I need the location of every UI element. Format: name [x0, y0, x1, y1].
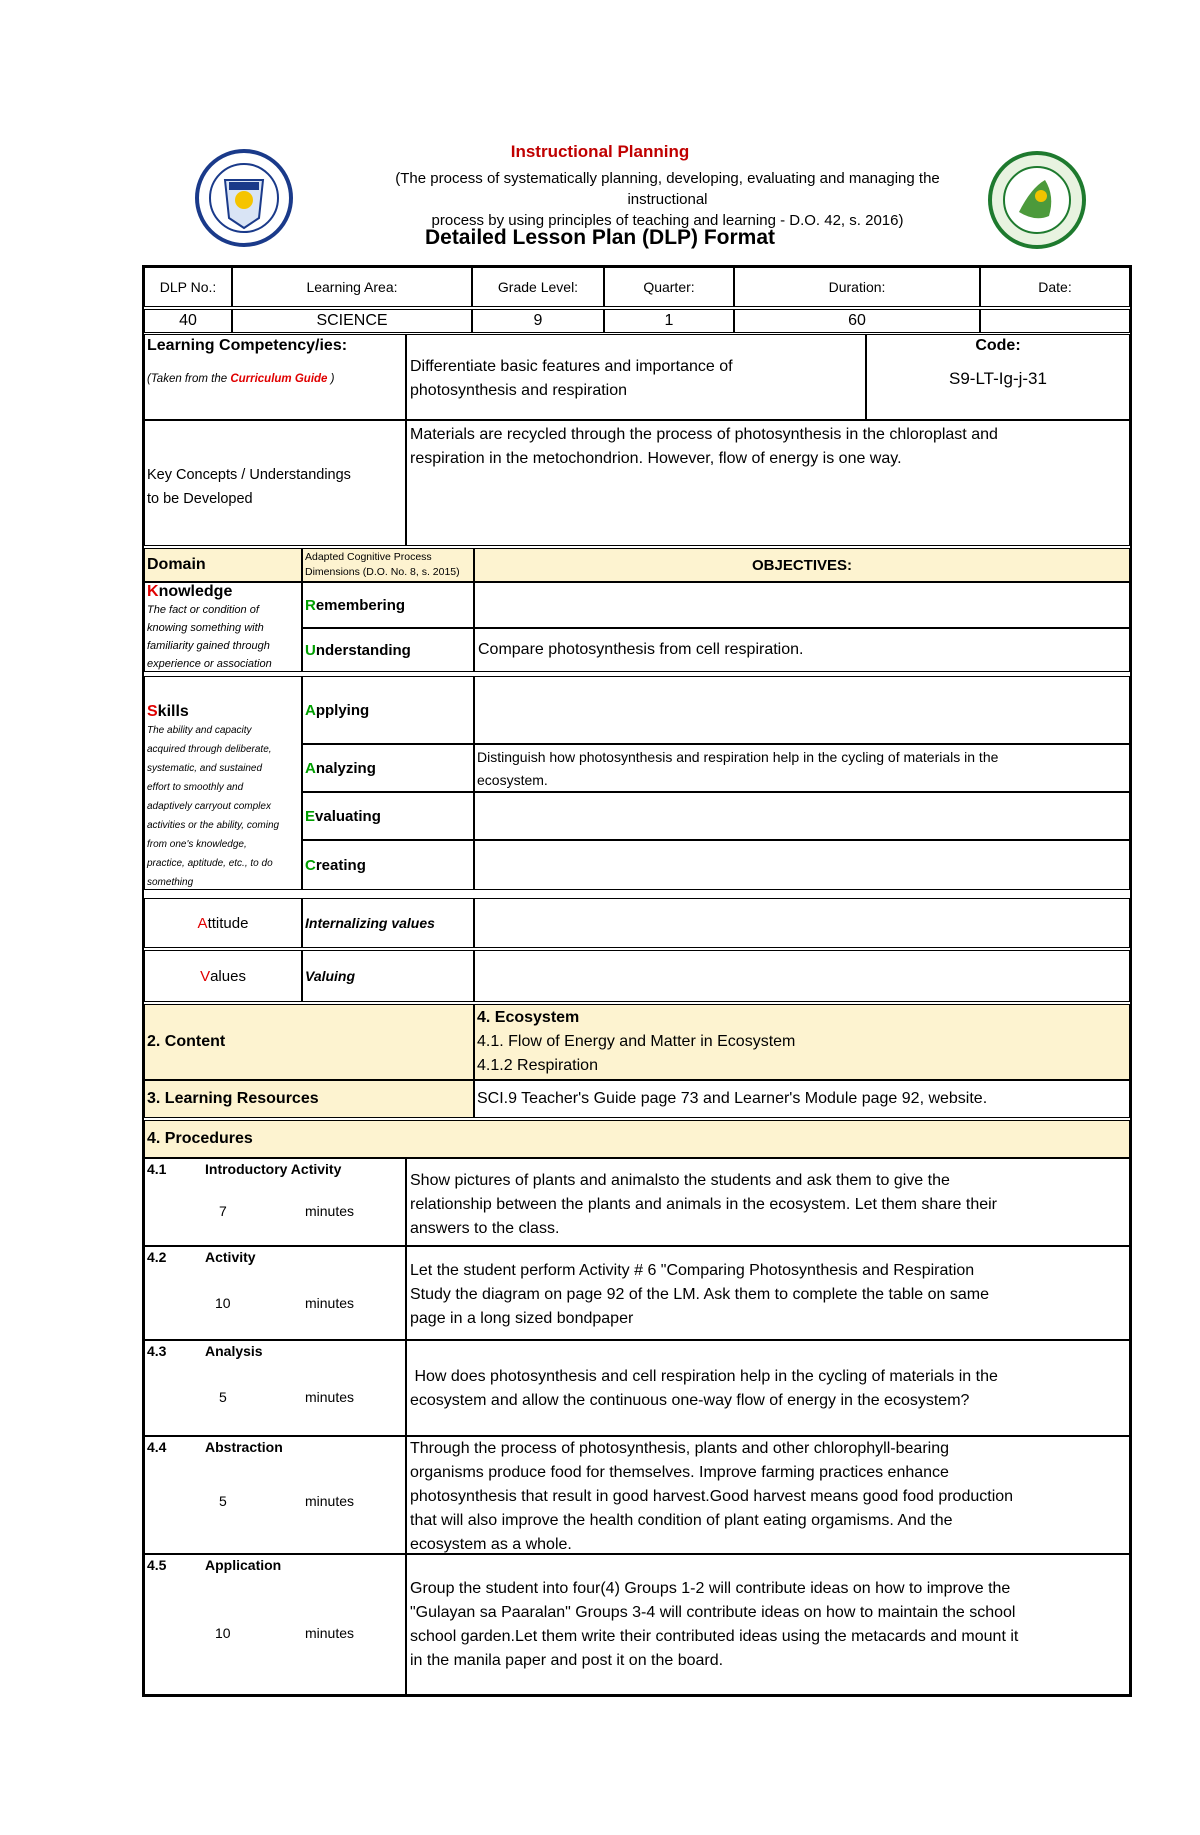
content-text [474, 1004, 1130, 1080]
learning-area-label: Learning Area: [232, 267, 472, 307]
procedure-minutes-label: minutes [305, 1625, 355, 1641]
procedure-description [406, 1340, 1130, 1436]
competency-code-cell [866, 334, 1130, 420]
date-value [980, 309, 1130, 333]
analyzing-objective-line1: Distinguish how photosynthesis and respiration help in the cycling of materials in the [477, 749, 999, 765]
header-title: Instructional Planning [510, 142, 690, 161]
dlp-no-value: 40 [144, 309, 232, 333]
applying-process [302, 676, 474, 744]
code-label: Code: [975, 337, 1021, 354]
learning-resources-text: SCI.9 Teacher's Guide page 73 and Learner's Module page 92, website. [474, 1080, 1130, 1118]
adapted-header-line1: Adapted Cognitive Process [305, 551, 432, 563]
procedure-line: Group the student into four(4) Groups 1-2 will contribute ideas on how to improve the [410, 1580, 1011, 1597]
knowledge-desc-line1: The fact or condition of [147, 604, 259, 616]
procedure-line: Let the student perform Activity # 6 "Comparing Photosynthesis and Respiration [410, 1262, 975, 1279]
adapted-dimensions-header [302, 548, 474, 582]
understanding-initial: U [305, 641, 316, 659]
procedure-line: organisms produce food for themselves. Improve farming practices enhance [410, 1464, 949, 1481]
domain-header: Domain [144, 548, 302, 582]
competency-note-suffix: ) [327, 373, 335, 385]
evaluating-process [302, 792, 474, 840]
procedure-name: Application [205, 1557, 282, 1573]
procedure-step-cell [144, 1436, 406, 1554]
analyzing-objective-line2: ecosystem. [477, 772, 548, 788]
header-subtitle [355, 168, 980, 231]
procedure-line: Through the process of photosynthesis, plants and other chlorophyll-bearing [410, 1440, 949, 1457]
remembering-initial: R [305, 596, 316, 614]
duration-value: 60 [734, 309, 980, 333]
procedure-description [406, 1246, 1130, 1340]
creating-initial: C [305, 856, 316, 874]
attitude-objective [474, 898, 1130, 948]
skills-title [147, 703, 301, 721]
date-label: Date: [980, 267, 1130, 307]
knowledge-domain-cell [144, 582, 302, 672]
skills-domain-cell [144, 676, 302, 890]
grade-level-value: 9 [472, 309, 604, 333]
creating-objective [474, 840, 1130, 890]
content-label: 2. Content [144, 1004, 474, 1080]
procedure-line: school garden.Let them write their contributed ideas using the metacards and mount it [410, 1628, 1019, 1645]
key-concepts-text-line2: respiration in the metochondrion. However, flow of energy is one way. [410, 450, 902, 467]
content-line1: 4. Ecosystem [477, 1009, 580, 1026]
objectives-header: OBJECTIVES: [474, 548, 1130, 582]
procedure-minutes-label: minutes [305, 1203, 355, 1219]
evaluating-objective [474, 792, 1130, 840]
knowledge-desc-line2: knowing something with [147, 622, 264, 634]
values-rest: alues [210, 967, 246, 985]
creating-rest: reating [315, 856, 366, 874]
analyzing-initial: A [305, 759, 316, 777]
quarter-label: Quarter: [604, 267, 734, 307]
knowledge-title [147, 583, 301, 601]
procedures-header: 4. Procedures [144, 1120, 1130, 1158]
knowledge-desc-line3: familiarity gained through [147, 640, 270, 652]
content-line3: 4.1.2 Respiration [477, 1057, 598, 1074]
evaluating-rest: valuating [315, 807, 381, 825]
procedure-name: Introductory Activity [205, 1161, 342, 1177]
evaluating-initial: E [305, 807, 316, 825]
procedure-number: 4.4 [147, 1439, 167, 1455]
skills-desc-line: practice, aptitude, etc., to do [147, 858, 273, 869]
procedure-minutes-label: minutes [305, 1493, 355, 1509]
competency-label-cell [144, 334, 406, 420]
procedure-minutes-label: minutes [305, 1389, 355, 1405]
duration-label: Duration: [734, 267, 980, 307]
dlp-format-title: Detailed Lesson Plan (DLP) Format [424, 226, 776, 249]
attitude-domain [144, 898, 302, 948]
skills-desc-line: something [147, 877, 194, 888]
header-subtitle-line1: (The process of systematically planning, developing, evaluating and managing the instructional [395, 170, 940, 208]
creating-process [302, 840, 474, 890]
key-concepts-label [144, 420, 406, 546]
applying-objective [474, 676, 1130, 744]
procedure-number: 4.2 [147, 1249, 167, 1265]
attitude-initial: A [197, 914, 208, 932]
analyzing-rest: nalyzing [315, 759, 376, 777]
values-domain [144, 950, 302, 1002]
competency-code: S9-LT-Ig-j-31 [949, 369, 1047, 388]
competency-text [406, 334, 866, 420]
procedure-step-cell [144, 1554, 406, 1695]
understanding-process [302, 628, 474, 672]
skills-rest: kills [157, 703, 189, 720]
skills-desc-line: adaptively carryout complex [147, 801, 271, 812]
procedure-line: in the manila paper and post it on the board. [410, 1652, 724, 1669]
competency-text-line2: photosynthesis and respiration [410, 382, 628, 399]
skills-desc-line: from one's knowledge, [147, 839, 247, 850]
remembering-objective [474, 582, 1130, 628]
procedure-line: Show pictures of plants and animalsto the students and ask them to give the [410, 1172, 950, 1189]
procedure-line: that will also improve the health condition of plant eating orgamisms. And the [410, 1512, 953, 1529]
key-concepts-label-line1: Key Concepts / Understandings [147, 467, 351, 483]
analyzing-objective [474, 744, 1130, 792]
skills-desc-line: systematic, and sustained [147, 763, 263, 774]
procedure-minutes-value: 7 [219, 1203, 227, 1219]
procedure-name: Analysis [205, 1343, 263, 1359]
procedure-line: ecosystem as a whole. [410, 1536, 572, 1553]
attitude-process: Internalizing values [302, 898, 474, 948]
values-objective [474, 950, 1130, 1002]
learning-resources-label: 3. Learning Resources [144, 1080, 474, 1118]
applying-rest: pplying [315, 701, 370, 719]
procedure-name: Activity [205, 1249, 256, 1265]
procedure-description [406, 1554, 1130, 1695]
procedure-line: How does photosynthesis and cell respiration help in the cycling of materials in the [410, 1368, 998, 1385]
competency-text-line1: Differentiate basic features and importance of [410, 358, 733, 375]
adapted-header-line2: Dimensions (D.O. No. 8, s. 2015) [305, 566, 460, 578]
procedure-number: 4.1 [147, 1161, 167, 1177]
competency-note-prefix: (Taken from the [147, 373, 231, 385]
knowledge-desc-line4: experience or association [147, 658, 272, 670]
skills-initial: S [147, 703, 158, 720]
grade-level-label: Grade Level: [472, 267, 604, 307]
learning-area-value: SCIENCE [232, 309, 472, 333]
attitude-rest: ttitude [207, 914, 249, 932]
procedure-number: 4.5 [147, 1557, 167, 1573]
procedure-line: relationship between the plants and animals in the ecosystem. Let them share their [410, 1196, 997, 1213]
procedure-minutes-label: minutes [305, 1295, 355, 1311]
procedure-line: Study the diagram on page 92 of the LM. Ask them to complete the table on same [410, 1286, 990, 1303]
competency-label: Learning Competency/ies: [147, 337, 348, 354]
knowledge-description [147, 601, 301, 672]
header-subtitle-line2: process by using principles of teaching and learning - D.O. 42, s. 2016) [431, 212, 904, 229]
procedure-line: "Gulayan sa Paaralan" Groups 3-4 will contribute ideas on how to maintain the school [410, 1604, 1016, 1621]
understanding-rest: nderstanding [315, 641, 411, 659]
procedure-line: ecosystem and allow the continuous one-way flow of energy in the ecosystem? [410, 1392, 970, 1409]
dlp-no-label: DLP No.: [144, 267, 232, 307]
procedure-line: page in a long sized bondpaper [410, 1310, 634, 1327]
understanding-objective: Compare photosynthesis from cell respiration. [474, 628, 1130, 672]
procedure-step-cell [144, 1246, 406, 1340]
procedure-minutes-value: 5 [219, 1389, 227, 1405]
skills-description [147, 721, 301, 890]
analyzing-process [302, 744, 474, 792]
quarter-value: 1 [604, 309, 734, 333]
key-concepts-text-line1: Materials are recycled through the process of photosynthesis in the chloroplast and [410, 426, 998, 443]
procedure-line: answers to the class. [410, 1220, 560, 1237]
key-concepts-text [406, 420, 1130, 546]
procedure-name: Abstraction [205, 1439, 283, 1455]
content-line2: 4.1. Flow of Energy and Matter in Ecosystem [477, 1033, 796, 1050]
knowledge-initial: K [147, 583, 159, 600]
remembering-rest: emembering [315, 596, 406, 614]
values-process: Valuing [302, 950, 474, 1002]
skills-desc-line: activities or the ability, coming [147, 820, 280, 831]
skills-desc-line: The ability and capacity [147, 725, 252, 736]
procedure-number: 4.3 [147, 1343, 167, 1359]
procedure-step-cell [144, 1158, 406, 1246]
values-initial: V [200, 967, 211, 985]
procedure-description [406, 1158, 1130, 1246]
procedure-minutes-value: 5 [219, 1493, 227, 1509]
procedure-line: photosynthesis that result in good harvest.Good harvest means good food production [410, 1488, 1014, 1505]
applying-initial: A [305, 701, 316, 719]
procedure-step-cell [144, 1340, 406, 1436]
knowledge-rest: nowledge [158, 583, 233, 600]
skills-desc-line: acquired through deliberate, [147, 744, 272, 755]
procedure-description [406, 1436, 1130, 1554]
skills-desc-line: effort to smoothly and [147, 782, 244, 793]
curriculum-guide-text: Curriculum Guide [230, 373, 328, 385]
procedure-minutes-value: 10 [215, 1295, 231, 1311]
competency-note [147, 373, 405, 385]
procedure-minutes-value: 10 [215, 1625, 231, 1641]
remembering-process [302, 582, 474, 628]
key-concepts-label-line2: to be Developed [147, 491, 253, 507]
